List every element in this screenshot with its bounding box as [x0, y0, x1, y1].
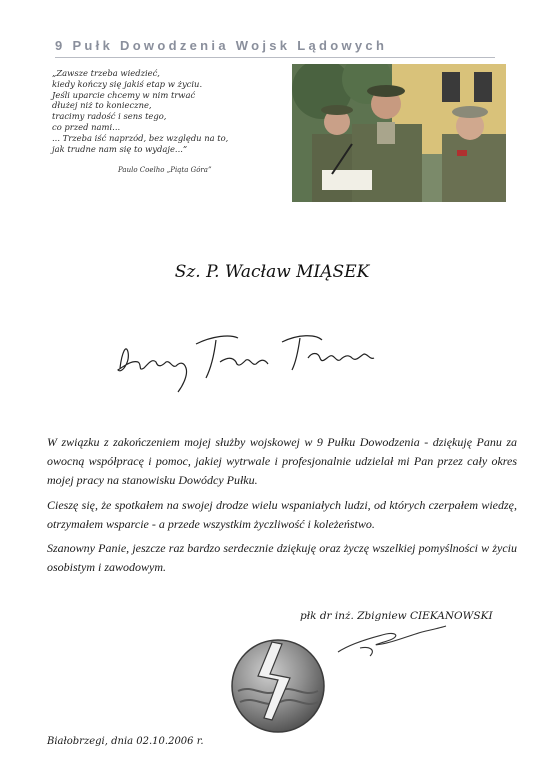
handwritten-signature: [330, 618, 450, 662]
recipient-salutation: Sz. P. Wacław MIĄSEK: [174, 262, 370, 282]
body-paragraph: Szanowny Panie, jeszcze raz bardzo serdecznie dziękuję oraz życzę wszelkiej pomyślności w życiu osobistym i zawodowym.: [47, 541, 517, 575]
epigraph-quote: [52, 68, 262, 154]
quote-line: ... Trzeba iść naprzód, bez względu na to,: [52, 132, 229, 143]
quote-line: tracimy radość i sens tego,: [52, 111, 167, 122]
header-divider: [55, 57, 495, 58]
quote-line: Jeśli uparcie chcemy w nim trwać: [52, 89, 196, 100]
quote-line: co przed nami...: [52, 121, 121, 132]
body-paragraph: W związku z zakończeniem mojej służby wojskowej w 9 Pułku Dowodzenia - dziękuję Panu za owocną współpracę i pomoc, jakiej wytrwale i profesjonalnie udzielał mi Pan przez cały okres mojej pracy na stanowisku Dowódcy Pułku.: [47, 435, 517, 488]
quote-author: Paulo Coelho „Piąta Góra”: [118, 166, 212, 174]
quote-line: „Zawsze trzeba wiedzieć,: [52, 68, 160, 78]
quote-line: jak trudne nam się to wydaje...”: [52, 143, 188, 154]
officers-photo: [292, 64, 506, 202]
quote-line: kiedy kończy się jakiś etap w życiu.: [52, 78, 203, 89]
unit-seal-emblem: [228, 636, 328, 736]
letterhead: [55, 38, 495, 58]
place-and-date: Białobrzegi, dnia 02.10.2006 r.: [47, 736, 204, 747]
body-paragraph: Cieszę się, że spotkałem na swojej drodze wielu wspaniałych ludzi, od których czerpałem wiedzę, otrzymałem wsparcie - a przede wszystkim życzliwość i koleżeństwo.: [47, 497, 517, 531]
signer-name: płk dr inż. Zbigniew CIEKANOWSKI: [300, 610, 493, 622]
letter-body: [47, 433, 517, 582]
handwritten-greeting: [112, 322, 382, 398]
quote-line: dłużej niż to konieczne,: [52, 100, 152, 111]
unit-name-heading: 9 Pułk Dowodzenia Wojsk Lądowych: [55, 38, 388, 53]
